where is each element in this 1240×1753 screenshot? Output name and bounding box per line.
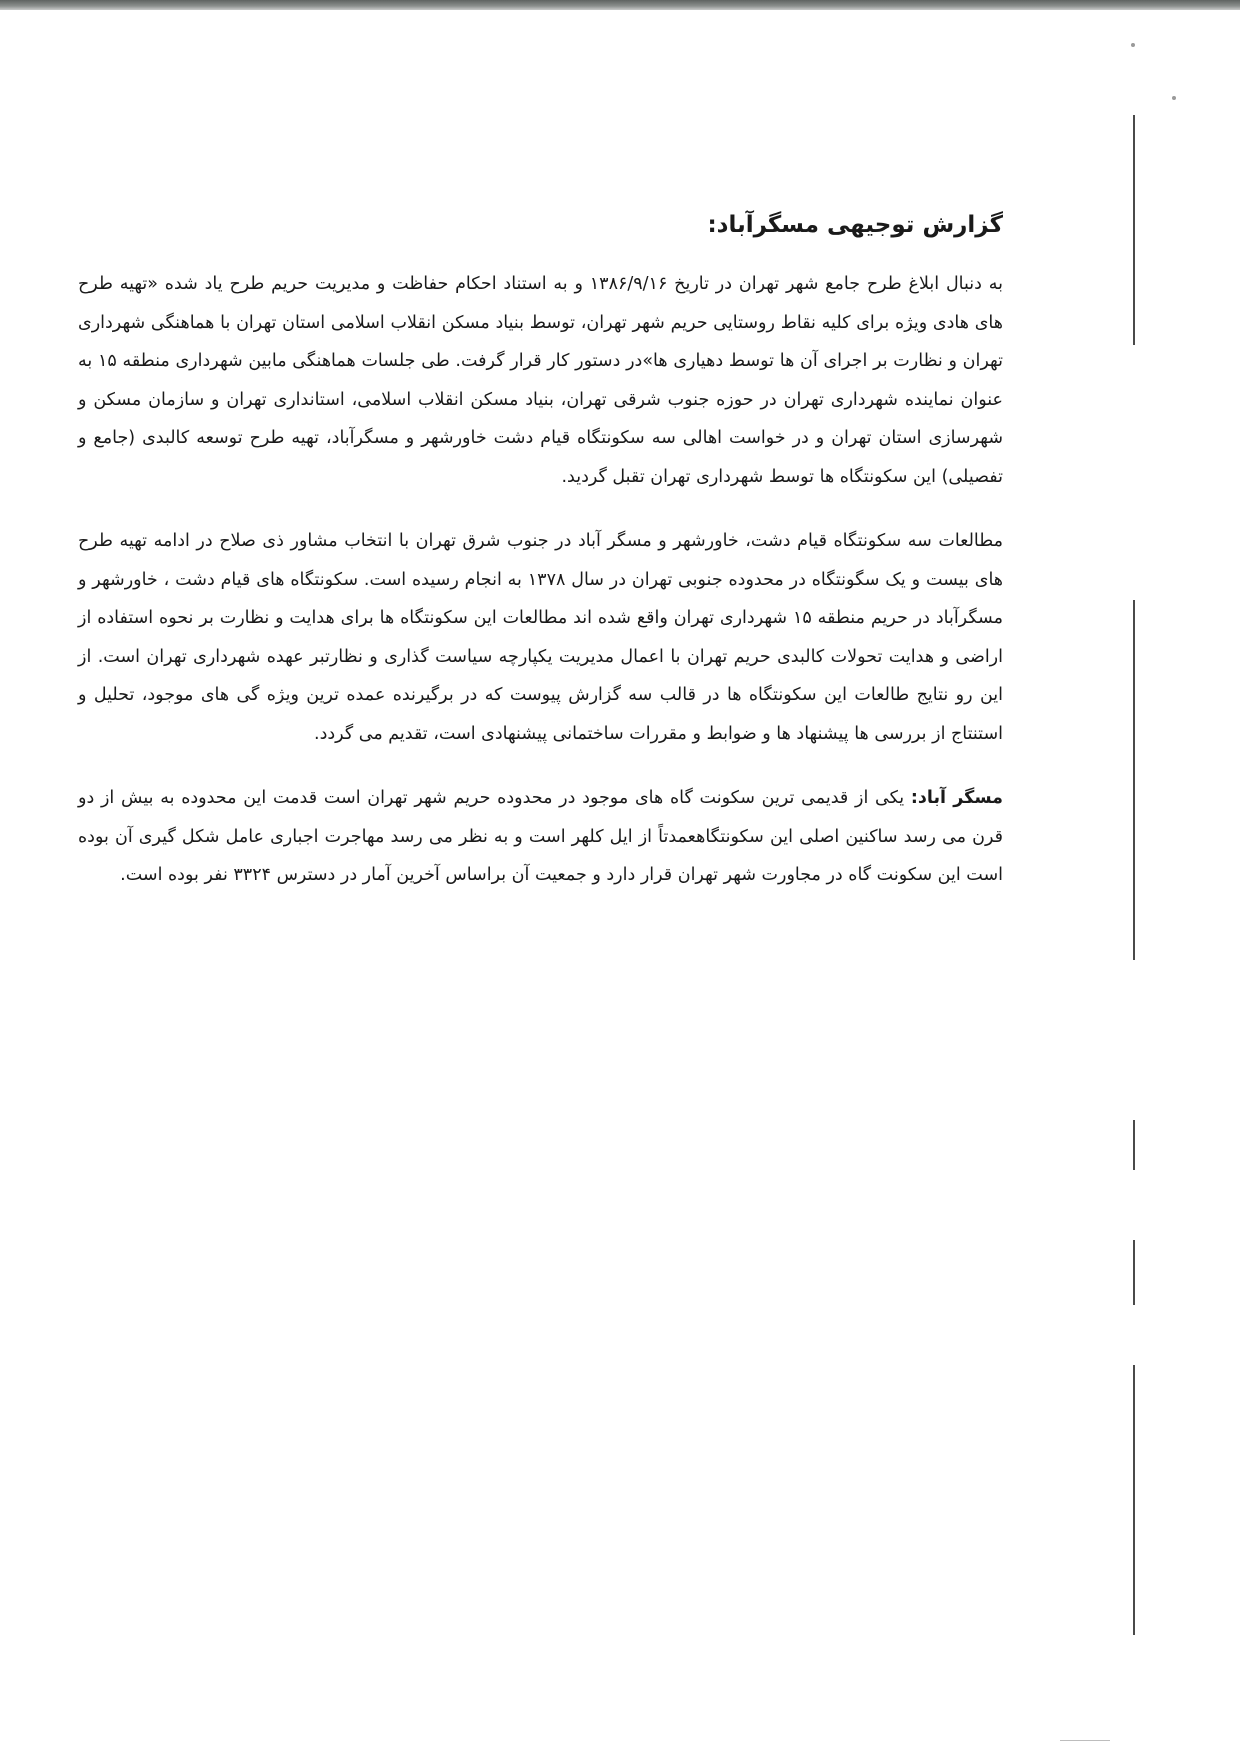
document-body [78,205,1003,921]
paragraph-mesgarabad [78,779,1003,895]
scan-margin-line [1133,115,1135,345]
paragraph-heading: مسگر آباد: [910,788,1003,808]
paragraph-studies: مطالعات سه سکونتگاه قیام دشت، خاورشهر و مسگر آباد در جنوب شرق تهران با انتخاب مشاور ذی صلاح در ادامه تهیه طرح های بیست و یک سگونتگاه در محدوده جنوبی تهران در سال ۱۳۷۸ به انجام رسیده است. سکونتگاه های قیام دشت ، خاورشهر و مسگرآباد در حریم منطقه ۱۵ شهرداری تهران واقع شده اند مطالعات این سکونتگاه ها برای هدایت و نظارت بر نحوه استفاده از اراضی و هدایت تحولات کالبدی حریم تهران با اعمال مدیریت یکپارچه سیاست گذاری و نظارتبر عهده شهرداری تهران است. از این رو نتایج طالعات این سکونتگاه ها در قالب سه گزارش پیوست که در برگیرنده عمده ترین ویژه گی های موجود، تحلیل و استنتاج از بررسی ها پیشنهاد ها و ضوابط و مقررات ساختمانی پیشنهادی است، تقدیم می گردد. [78,531,1004,744]
paragraph-intro: به دنبال ابلاغ طرح جامع شهر تهران در تاریخ ۱۳۸۶/۹/۱۶ و به استناد احکام حفاظت و مدیریت حریم طرح یاد شده «تهیه طرح های هادی ویژه برای کلیه نقاط روستایی حریم شهر تهران، توسط بنیاد مسکن انقلاب اسلامی استان تهران با هماهنگی شهرداری تهران و نظارت بر اجرای آن ها توسط دهیاری ها»در دستور کار قرار گرفت. طی جلسات هماهنگی مابین شهرداری منطقه ۱۵ به عنوان نماینده شهرداری تهران در حوزه جنوب شرقی تهران، بنیاد مسکن انقلاب اسلامی، استانداری تهران و سازمان مسکن و شهرسازی استان تهران و در خواست اهالی سه سکونتگاه قیام دشت خاورشهر و مسگرآباد، تهیه طرح توسعه کالبدی (جامع و تفصیلی) این سکونتگاه ها توسط شهرداری تهران تقبل گردید. [78,274,1003,487]
scan-margin-line [1133,600,1135,960]
scan-speck [1172,96,1176,100]
document-title: گزارش توجیهی مسگرآباد: [707,212,1003,238]
scan-top-border [0,0,1240,10]
scan-speck [1131,43,1135,47]
scan-margin-line [1133,1240,1135,1305]
paragraph-text: یکی از قدیمی ترین سکونت گاه های موجود در محدوده حریم شهر تهران است قدمت این محدوده به بیش از دو قرن می رسد ساکنین اصلی این سکونتگاهعمدتاً از ایل کلهر است و به نظر می رسد مهاجرت اجباری عامل شکل گیری آن بوده است این سکونت گاه در مجاورت شهر تهران قرار دارد و جمعیت آن براساس آخرین آمار در دسترس ۳۳۲۴ نفر بوده است. [78,788,1003,885]
scan-margin-line [1133,1120,1135,1170]
scan-bottom-mark [1060,1740,1110,1741]
scan-margin-line [1133,1365,1135,1635]
